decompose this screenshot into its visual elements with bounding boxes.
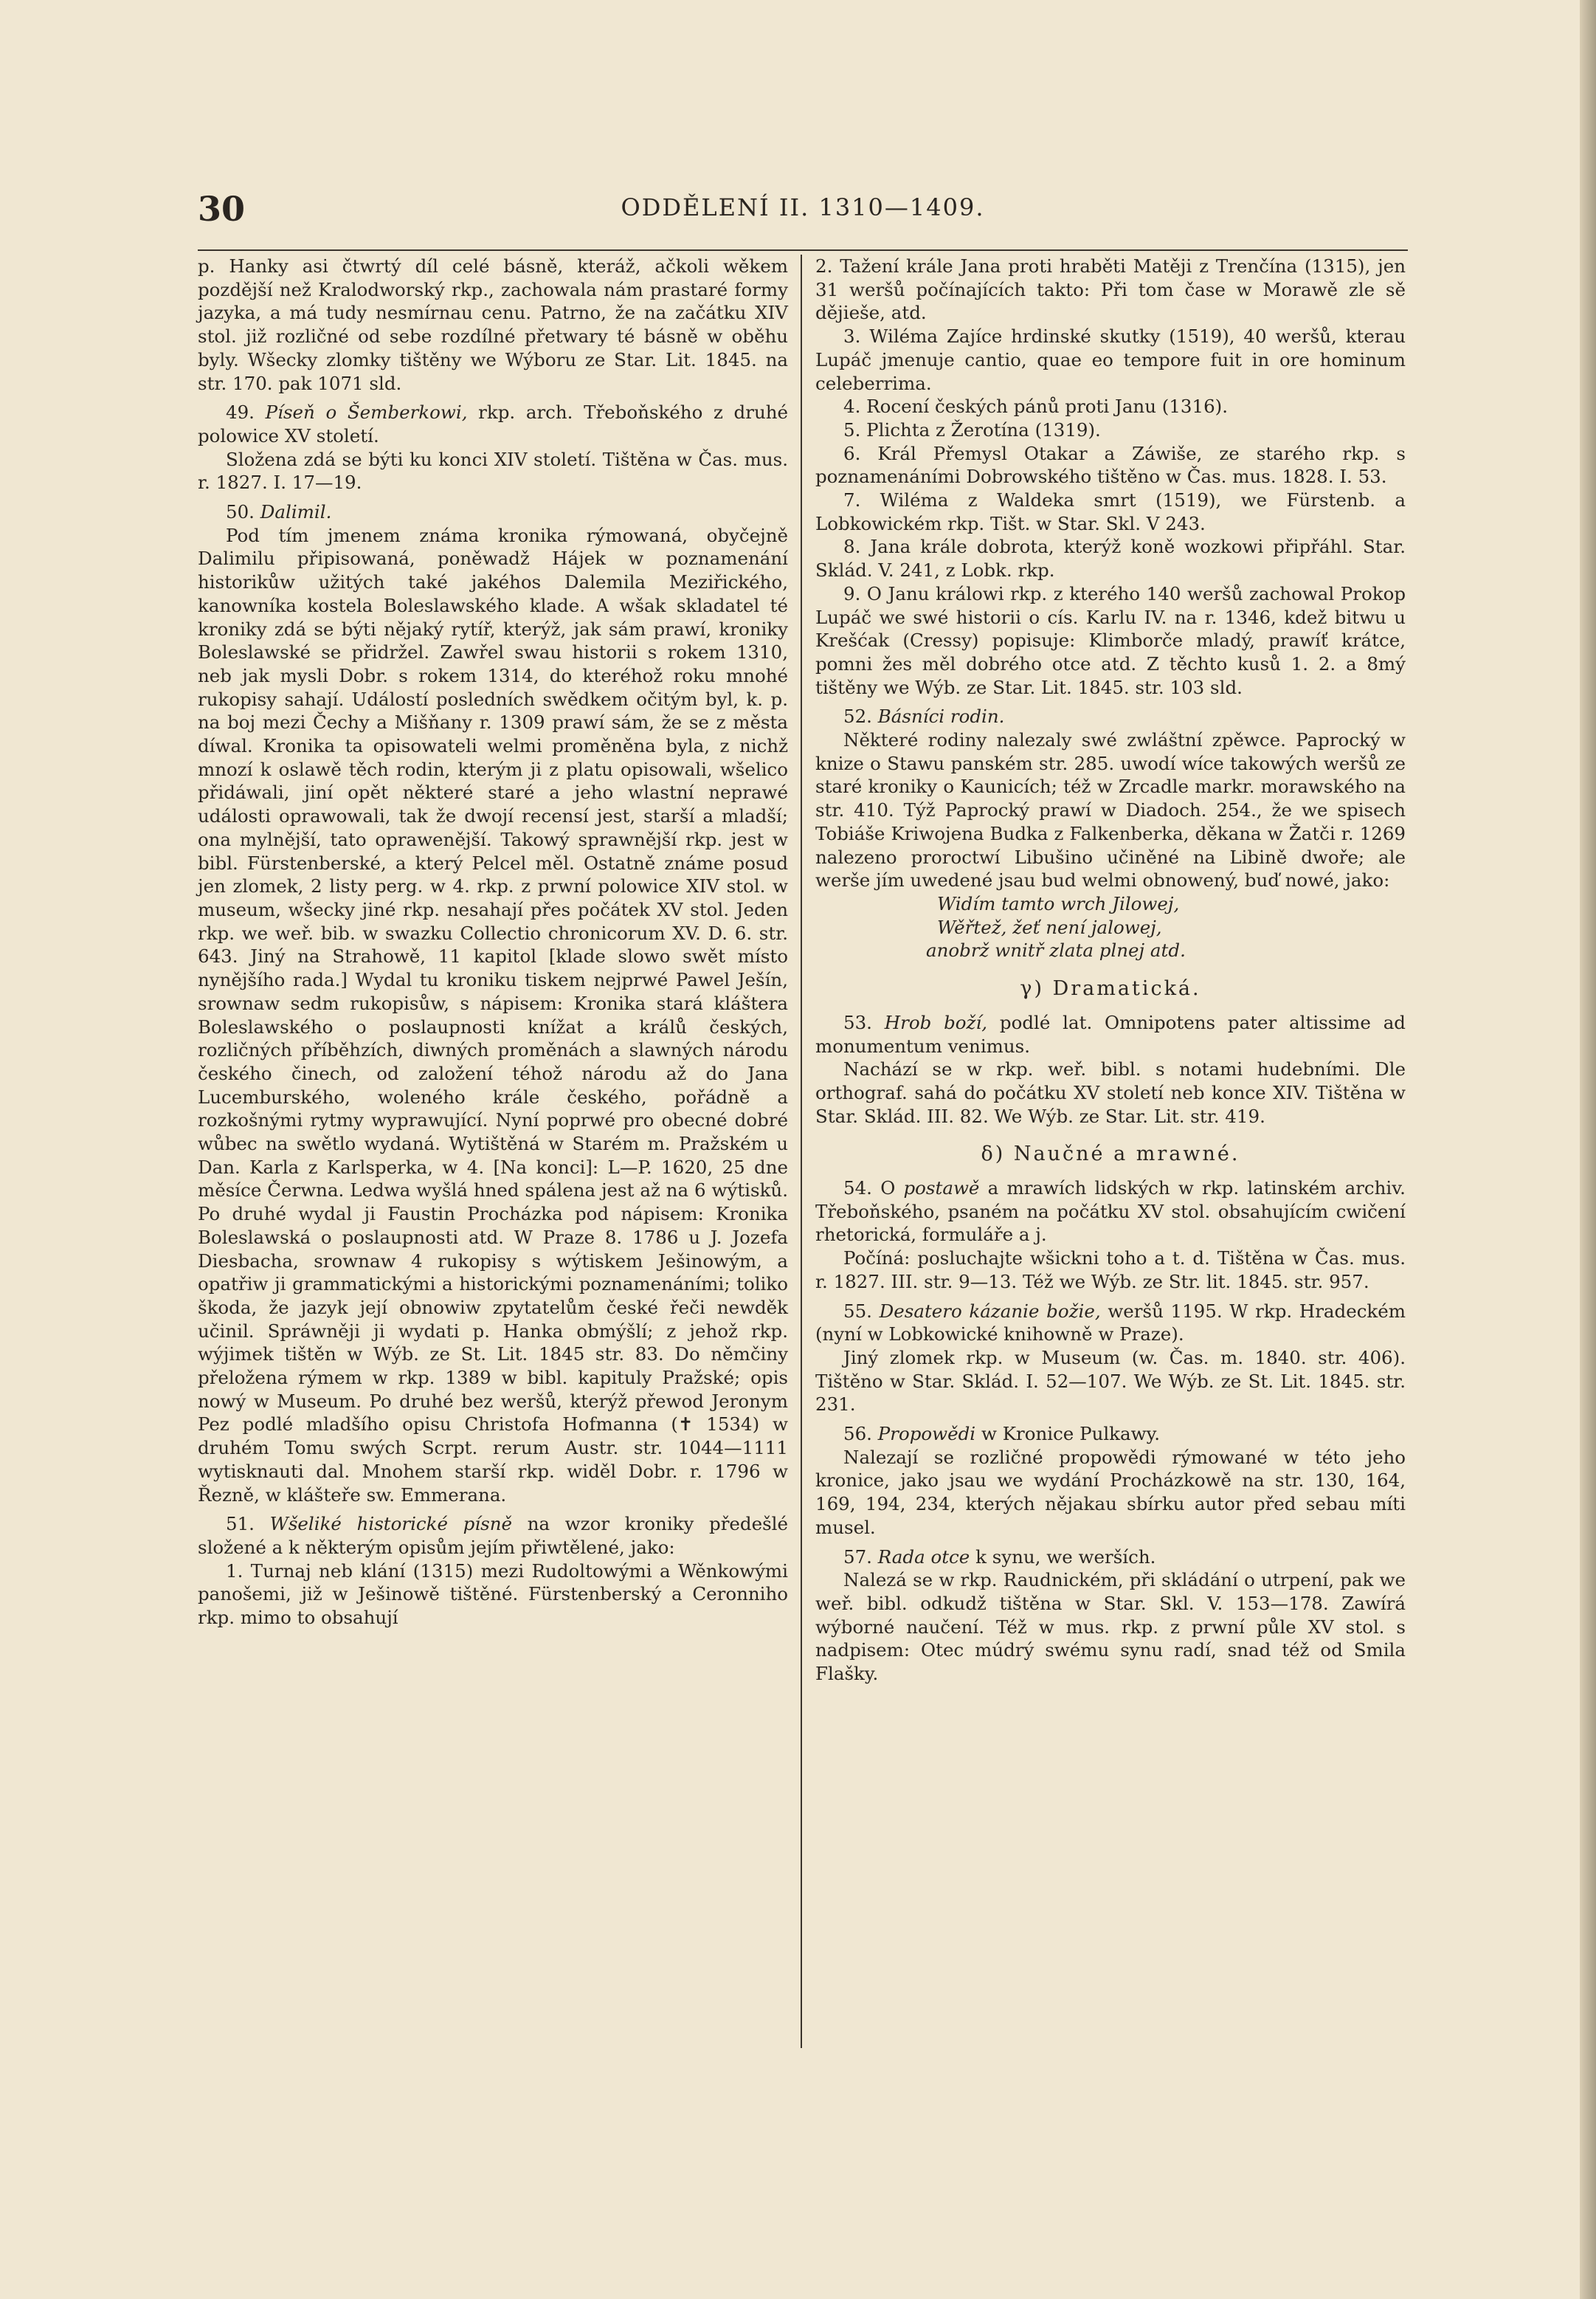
body-paragraph: Nalezá se w rkp. Raudnickém, při skládání o utrpení, pak we weř. bibl. odkudž tištěna w Star. Skl. V. 153—178. Zawírá wýborné naučení. Též w mus. rkp. z prwní půle XV stol. s nadpisem: Otec múdrý swému synu radí, snad též od Smila Flašky. [815, 1569, 1406, 1685]
entry-number: 49. [226, 401, 255, 424]
entry-number: 55. [843, 1300, 872, 1322]
body-paragraph: 3. Wiléma Zajíce hrdinské skutky (1519), 40 weršů, kterau Lupáč jmenuje cantio, quae eo tempore fuit in ore hominum celeberrima. [815, 325, 1406, 394]
entry-prefix: O [880, 1177, 896, 1199]
body-paragraph: p. Hanky asi čtwrtý díl celé básně, kteráž, ačkoli wěkem pozdější než Kralodworský rkp., zachowala nám prastaré formy jazyka, a má tudy nesmírnau cenu. Patrno, že na začátku XIV stol. již rozličné od sebe rozdílné přetwary té básně w oběhu byly. Wšecky zlomky tištěny we Wýboru ze Star. Lit. 1845. na str. 170. pak 1071 sld. [198, 255, 788, 394]
entry-title: Píseň o Šemberkowi, [265, 401, 468, 424]
entry-paragraph [815, 1176, 1406, 1247]
verse-line: anobrž wnitř zlata plnej atd. [926, 940, 1186, 962]
verse-line: Wěřtež, žeť není jalowej, [937, 916, 1162, 938]
entry-title: Desatero kázanie božie, [879, 1300, 1101, 1322]
entry-paragraph [815, 1422, 1406, 1446]
entry-number: 52. [843, 706, 872, 728]
entry-number: 50. [226, 501, 255, 523]
left-column [198, 255, 788, 1630]
body-paragraph: Jiný zlomek rkp. w Museum (w. Čas. m. 1840. str. 406). Tištěno w Star. Sklád. I. 52—107. We Wýb. ze St. Lit. 1845. str. 231. [815, 1346, 1406, 1416]
body-paragraph: Některé rodiny nalezaly swé zwláštní zpěwce. Paprocký w knize o Stawu panském str. 285. uwodí wíce takowých weršů ze staré kroniky o Kaunicích; též w Zrcadle markr. morawského na str. 410. Týž Paprocký prawí w Diadoch. 254., že we spisech Tobiáše Kriwojena Budka z Falkenberka, děkana w Žatči r. 1269 nalezeno proroctwí Libušino učiněné na Libině dwoře; ale werše jím uwedené jsau bud welmi obnowený, buď nowé, jako: [815, 729, 1406, 892]
verse-line: Widím tamto wrch Jilowej, [937, 892, 1180, 914]
entry-text: a mrawích lidských w rkp. latinském archiv. Třeboňského, psaném na počátku XV stol. obsahujícím cwičení rhetorická, formuláře a j. [815, 1177, 1406, 1246]
body-paragraph: 8. Jana krále dobrota, kterýž koně wozkowi připřáhl. Star. Sklád. V. 241, z Lobk. rkp. [815, 536, 1406, 582]
running-head: ODDĚLENÍ II. 1310—1409. [621, 193, 985, 221]
section-heading: γ) Dramatická. [1020, 977, 1201, 1001]
page-number: 30 [198, 189, 246, 229]
entry-text: na wzor kroniky předešlé složené a k některým opisům jejím přiwtělené, jako: [198, 1513, 788, 1558]
entry-text: rkp. arch. Třeboňského z druhé polowice XV století. [198, 401, 788, 447]
entry-number: 57. [843, 1545, 872, 1568]
entry-title: Dalimil. [260, 501, 332, 523]
entry-title: Rada otce [877, 1545, 970, 1568]
section-heading: δ) Naučné a mrawné. [981, 1142, 1240, 1166]
entry-text: weršů 1195. W rkp. Hradeckém (nyní w Lobkowické knihowně w Praze). [815, 1300, 1406, 1345]
body-paragraph: 2. Tažení krále Jana proti hraběti Matěji z Trenčína (1315), jen 31 weršů počínajících takto: Při tom čase w Morawě zle sě dějieše, atd. [815, 255, 1406, 324]
body-paragraph: 7. Wiléma z Waldeka smrt (1519), we Fürstenb. a Lobkowickém rkp. Tišt. w Star. Skl. V 243. [815, 489, 1406, 534]
entry-title: Propowědi [877, 1423, 976, 1445]
entry-paragraph [198, 401, 788, 447]
page-gutter-shadow [1580, 0, 1596, 2299]
entry-text: k synu, we werších. [975, 1545, 1156, 1568]
body-paragraph: 4. Rocení českých pánů proti Janu (1316). [843, 396, 1229, 418]
body-paragraph: Počíná: posluchajte wšickni toho a t. d. Tištěna w Čas. mus. r. 1827. III. str. 9—13. Též we Wýb. ze Str. lit. 1845. str. 957. [815, 1247, 1406, 1292]
column-separator [801, 255, 802, 2048]
entry-text: podlé lat. Omnipotens pater altissime ad monumentum venimus. [815, 1011, 1406, 1057]
entry-number: 53. [843, 1011, 872, 1033]
body-paragraph: Nachází se w rkp. weř. bibl. s notami hudebními. Dle orthograf. sahá do počátku XV století neb konce XIV. Tištěna w Star. Sklád. III. 82. We Wýb. ze Star. Lit. str. 419. [815, 1058, 1406, 1127]
body-paragraph: 9. O Janu králowi rkp. z kterého 140 weršů zachowal Prokop Lupáč we swé historii o cís. Karlu IV. na r. 1346, kdež bitwu u Krešćak (Cressy) popisuje: Klimborče mladý, prawíť krátce, pomni žes měl dobrého otce atd. Z těchto kusů 1. 2. a 8mý tištěny we Wýb. ze Star. Lit. 1845. str. 103 sld. [815, 582, 1406, 698]
body-paragraph: 5. Plichta z Žerotína (1319). [843, 418, 1101, 441]
entry-title: postawě [903, 1177, 980, 1199]
entry-number: 51. [226, 1513, 255, 1535]
page-header [198, 189, 1408, 233]
body-paragraph: Nalezají se rozličné propowědi rýmowané w této jeho kronice, jako jsau we wydání Procházkowě na str. 130, 164, 169, 194, 234, kterých nějakau sbírku autor před sebau míti musel. [815, 1446, 1406, 1538]
entry-title: Hrob boží, [884, 1011, 988, 1033]
entry-paragraph [815, 705, 1406, 728]
entry-paragraph [815, 1300, 1406, 1346]
entry-paragraph [815, 1545, 1406, 1569]
entry-paragraph [198, 500, 788, 524]
header-rule [198, 249, 1408, 251]
body-paragraph: Složena zdá se býti ku konci XIV století. Tištěna w Čas. mus. r. 1827. I. 17—19. [198, 448, 788, 494]
entry-paragraph [198, 1512, 788, 1559]
entry-number: 56. [843, 1423, 872, 1445]
entry-text: w Kronice Pulkawy. [981, 1423, 1160, 1445]
entry-title: Básníci rodin. [877, 706, 1005, 728]
body-paragraph: 6. Král Přemysl Otakar a Záwiše, ze starého rkp. s poznamenáními Dobrowského tištěno w Čas. mus. 1828. I. 53. [815, 442, 1406, 488]
entry-paragraph [815, 1011, 1406, 1058]
body-paragraph: Pod tím jmenem známa kronika rýmowaná, obyčejně Dalimilu připisowaná, poněwadž Hájek w poznamenání historikůw užitých také jakéhos Dalemila Meziřického, kanowníka kostela Boleslawského klade. A wšak skladatel té kroniky zdá se býti nějaký rytíř, kterýž, jak sám prawí, kroniky Boleslawské se přidržel. Zawřel swau historii s rokem 1310, neb jak mysli Dobr. s rokem 1314, do kteréhož roku mnohé rukopisy sahají. Událostí posledních swědkem očitým byl, k. p. na boj mezi Čechy a Mišňany r. 1309 prawí sám, že se z města díwal. Kronika ta opisowateli welmi proměněna byla, z nichž mnozí k oslawě těch rodin, kterým ji z platu opisowali, wšelico přidáwali, jiní opět některé staré a jeho wlastní neprawé události oprawowali, tak že dwojí recensí jest, starší a mladší; ona mylnější, tato oprawenější. Takowý sprawnější rkp. jest w bibl. Fürstenberské, a který Pelcel měl. Ostatně známe posud jen zlomek, 2 listy perg. w 4. rkp. z prwní polowice XIV stol. w museum, wšecky jiné rkp. nesahají přes počátek XV stol. Jeden rkp. we weř. bib. w swazku Collectio chronicorum XV. D. 6. str. 643. Jiný na Strahowě, 11 kapitol [klade slowo swět místo nynějšího rada.] Wydal tu kroniku tiskem nejprwé Pawel Ješín, srownaw sedm rukopisůw, s nápisem: Kronika stará kláštera Boleslawského o poslaupnosti knížat a králů českých, rozličných příběhzích, diwných proměnách a slawných národu českého činech, od založení téhož národu až do Jana Lucemburského, woleného krále českého, pořádně a rozkošnými rytmy wyprawující. Nyní poprwé pro obecné dobré wůbec na swětlo wydaná. Wytištěná w Starém m. Pražském u Dan. Karla z Karlsperka, w 4. [Na konci]: L—P. 1620, 25 dne měsíce Čerwna. Ledwa wyšlá hned spálena jest až na 6 wýtisků. Po druhé wydal ji Faustin Procházka pod nápisem: Kronika Boleslawská o poslaupnosti atd. W Praze 8. 1786 u J. Jozefa Diesbacha, srownaw 4 rukopisy s wýtiskem Ješinowým, a opatřiw ji grammatickými a historickými poznamenáními; toliko škoda, že jazyk její obnowiw zpytatelům české řeči newděk učinil. Spráwněji ji wydati p. Hanka obmýšlí; z jehož rkp. wýjimek tištěn w Wýb. ze St. Lit. 1845 str. 83. Do němčiny přeložena rýmem w rkp. 1389 w bibl. kapituly Pražské; opis nowý w Museum. Po druhé bez weršů, kterýž přewod Jeronym Pez podlé mladšího opisu Christofa Hofmanna (✝ 1534) w druhém Tomu swých Scrpt. rerum Austr. str. 1044—1111 wytisknauti dal. Mnohem starší rkp. widěl Dobr. r. 1796 w Řezně, w klášteře sw. Emmerana. [198, 524, 788, 1506]
right-column [815, 255, 1406, 1686]
entry-number: 54. [843, 1177, 872, 1199]
entry-title: Wšeliké historické písně [269, 1513, 513, 1535]
body-paragraph: 1. Turnaj neb klání (1315) mezi Rudoltowými a Wěnkowými panošemi, již w Ješinowě tištěné. Fürstenberský a Ceronniho rkp. mimo to obsahují [198, 1559, 788, 1629]
